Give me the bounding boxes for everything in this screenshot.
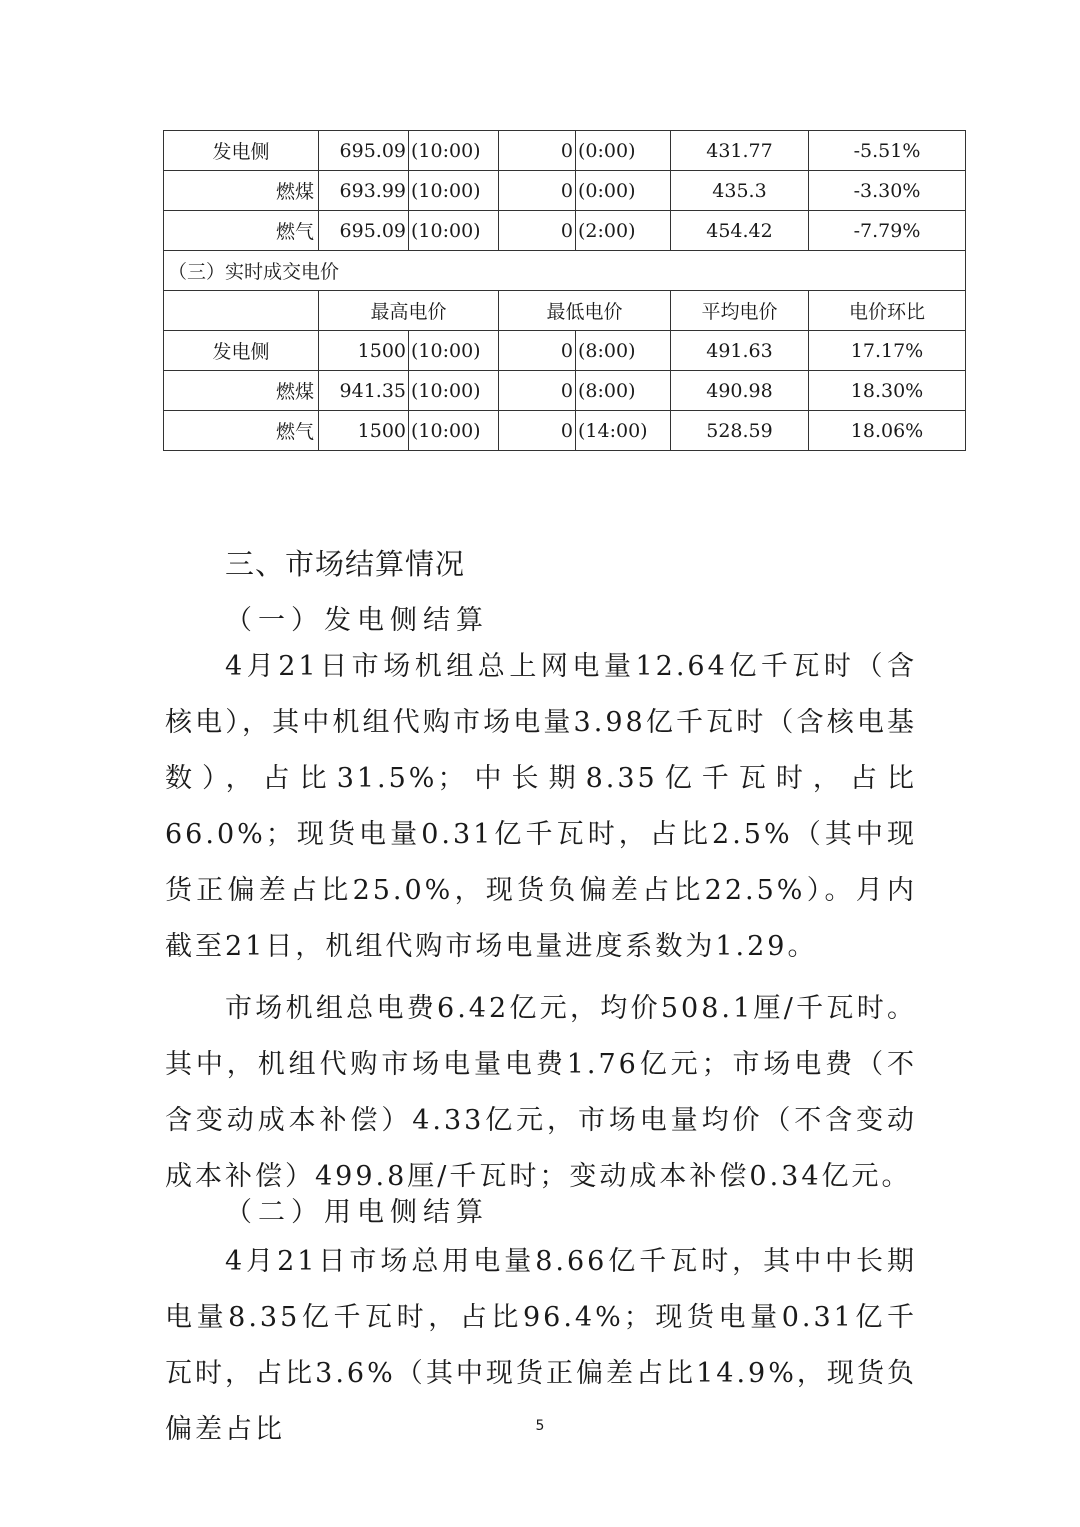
- max-time: (10:00): [409, 211, 499, 251]
- header-empty: [164, 291, 319, 331]
- table-row: [164, 411, 966, 451]
- table-row: [164, 331, 966, 371]
- price-change: 18.30%: [809, 371, 966, 411]
- max-time: (10:00): [409, 171, 499, 211]
- max-time: (10:00): [409, 371, 499, 411]
- table-row: [164, 371, 966, 411]
- row-label: 燃煤: [164, 171, 319, 211]
- min-time: (0:00): [576, 171, 671, 211]
- max-price: 693.99: [319, 171, 409, 211]
- max-price: 695.09: [319, 211, 409, 251]
- min-price: 0: [499, 171, 576, 211]
- price-change: 18.06%: [809, 411, 966, 451]
- price-table: [163, 130, 966, 451]
- page-number: 5: [535, 1418, 545, 1434]
- header-max: 最高电价: [319, 291, 499, 331]
- table-section-row: [164, 251, 966, 291]
- avg-price: 528.59: [671, 411, 809, 451]
- avg-price: 490.98: [671, 371, 809, 411]
- table-row: [164, 211, 966, 251]
- header-change: 电价环比: [809, 291, 966, 331]
- min-time: (8:00): [576, 371, 671, 411]
- subsection-heading: （二）用电侧结算: [225, 1197, 489, 1228]
- avg-price: 454.42: [671, 211, 809, 251]
- row-label: 燃气: [164, 211, 319, 251]
- min-time: (2:00): [576, 211, 671, 251]
- row-label: 燃气: [164, 411, 319, 451]
- table-header-row: [164, 291, 966, 331]
- avg-price: 491.63: [671, 331, 809, 371]
- max-price: 941.35: [319, 371, 409, 411]
- subsection-heading: （一）发电侧结算: [225, 605, 489, 636]
- price-change: -7.79%: [809, 211, 966, 251]
- paragraph: 4月21日市场机组总上网电量12.64亿千瓦时（含核电），其中机组代购市场电量3.98亿千瓦时（含核电基数），占比31.5%；中长期8.35亿千瓦时，占比66.0%；现货电量0.31亿千瓦时，占比2.5%（其中现货正偏差占比25.0%，现货负偏差占比22.5%）。月内截至21日，机组代购市场电量进度系数为1.29。: [165, 651, 917, 962]
- min-price: 0: [499, 371, 576, 411]
- max-time: (10:00): [409, 331, 499, 371]
- avg-price: 431.77: [671, 131, 809, 171]
- price-change: 17.17%: [809, 331, 966, 371]
- price-change: -3.30%: [809, 171, 966, 211]
- min-time: (14:00): [576, 411, 671, 451]
- price-change: -5.51%: [809, 131, 966, 171]
- min-time: (8:00): [576, 331, 671, 371]
- min-time: (0:00): [576, 131, 671, 171]
- header-avg: 平均电价: [671, 291, 809, 331]
- max-price: 695.09: [319, 131, 409, 171]
- table-row: [164, 171, 966, 211]
- header-min: 最低电价: [499, 291, 671, 331]
- min-price: 0: [499, 131, 576, 171]
- max-time: (10:00): [409, 411, 499, 451]
- max-price: 1500: [319, 411, 409, 451]
- min-price: 0: [499, 411, 576, 451]
- min-price: 0: [499, 331, 576, 371]
- paragraph: 4月21日市场总用电量8.66亿千瓦时，其中中长期电量8.35亿千瓦时，占比96.4%；现货电量0.31亿千瓦时，占比3.6%（其中现货正偏差占比14.9%，现货负偏差占比: [165, 1246, 917, 1445]
- table-row: [164, 131, 966, 171]
- avg-price: 435.3: [671, 171, 809, 211]
- max-price: 1500: [319, 331, 409, 371]
- paragraph: 市场机组总电费6.42亿元，均价508.1厘/千瓦时。其中，机组代购市场电量电费1.76亿元；市场电费（不含变动成本补偿）4.33亿元，市场电量均价（不含变动成本补偿）499.8厘/千瓦时；变动成本补偿0.34亿元。: [165, 993, 917, 1192]
- row-label: 发电侧: [164, 131, 319, 171]
- row-label: 燃煤: [164, 371, 319, 411]
- section-heading: 三、市场结算情况: [225, 547, 466, 581]
- row-label: 发电侧: [164, 331, 319, 371]
- max-time: (10:00): [409, 131, 499, 171]
- section-title: （三）实时成交电价: [164, 251, 966, 291]
- min-price: 0: [499, 211, 576, 251]
